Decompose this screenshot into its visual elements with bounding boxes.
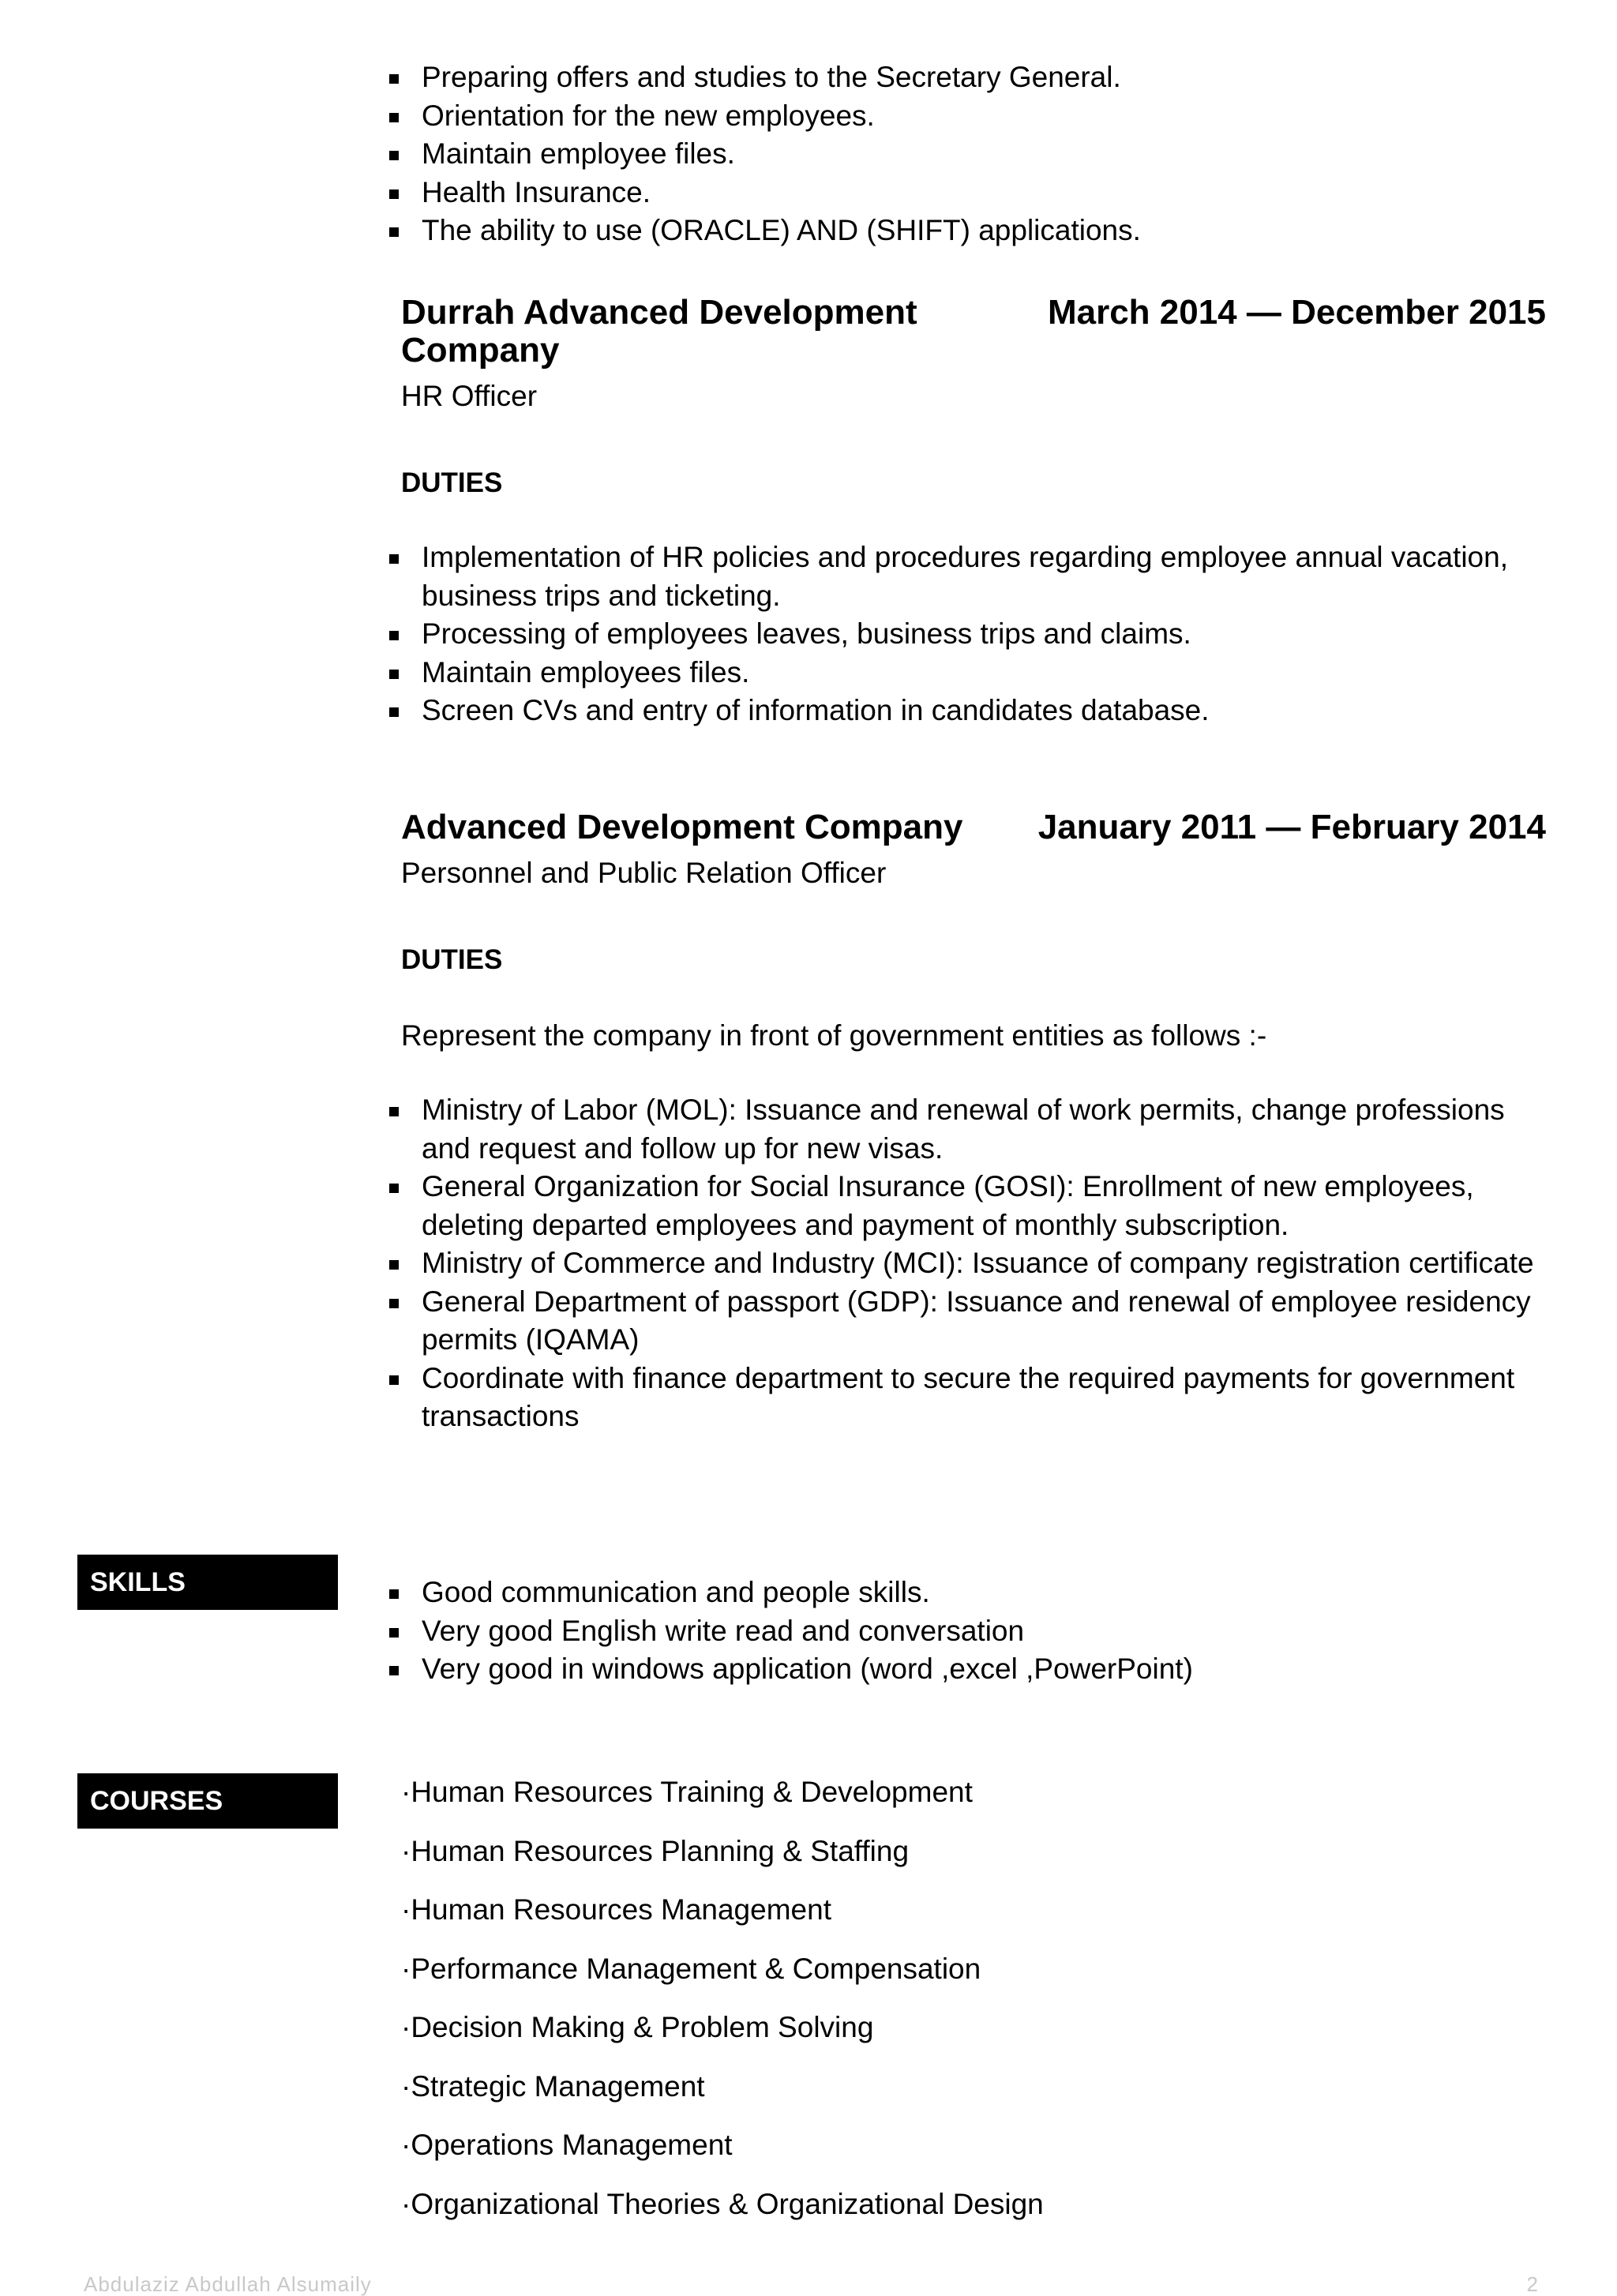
square-bullet-icon [389, 1299, 399, 1308]
list-item: Maintain employee files. [401, 135, 1546, 174]
duties-heading: DUTIES [401, 467, 503, 498]
list-item: Maintain employees files. [401, 654, 1546, 692]
duties-intro: Represent the company in front of government entities as follows :- [401, 1019, 1267, 1052]
job-header-advanced-development [401, 808, 1546, 848]
square-bullet-icon [389, 1666, 399, 1675]
company-name: Durrah Advanced Development Company [401, 293, 917, 370]
durrah-duties-list [401, 538, 1546, 730]
square-bullet-icon [389, 1260, 399, 1270]
list-item: ·Operations Management [401, 2129, 733, 2161]
list-item: Good communication and people skills. [401, 1574, 1546, 1612]
square-bullet-icon [389, 227, 399, 237]
list-item: Very good English write read and conversation [401, 1612, 1546, 1651]
list-item: ·Organizational Theories & Organizational Design [401, 2187, 1044, 2220]
square-bullet-icon [389, 74, 399, 84]
square-bullet-icon [389, 554, 399, 564]
square-bullet-icon [389, 670, 399, 679]
square-bullet-icon [389, 1628, 399, 1638]
advanced-development-duties-list [401, 1091, 1546, 1436]
list-item: Orientation for the new employees. [401, 97, 1546, 136]
square-bullet-icon [389, 631, 399, 640]
list-item: Coordinate with finance department to secure the required payments for government transactions [401, 1360, 1546, 1436]
list-item: Ministry of Labor (MOL): Issuance and renewal of work permits, change professions and request and follow up for new visas. [401, 1091, 1546, 1168]
square-bullet-icon [389, 1107, 399, 1116]
list-item: General Department of passport (GDP): Issuance and renewal of employee residency permits (IQAMA) [401, 1283, 1546, 1360]
list-item: Implementation of HR policies and procedures regarding employee annual vacation, business trips and ticketing. [401, 538, 1546, 615]
list-item: Health Insurance. [401, 174, 1546, 212]
employment-dates: March 2014 — December 2015 [1047, 293, 1546, 332]
square-bullet-icon [389, 1589, 399, 1599]
square-bullet-icon [389, 189, 399, 199]
company-name: Advanced Development Company [401, 808, 963, 846]
list-item: ·Performance Management & Compensation [401, 1952, 981, 1985]
duties-heading: DUTIES [401, 944, 503, 975]
square-bullet-icon [389, 1375, 399, 1385]
footer-author-name: Abdulaziz Abdullah Alsumaily [84, 2272, 372, 2296]
previous-job-duties-list [401, 58, 1546, 250]
list-item: ·Human Resources Planning & Staffing [401, 1834, 910, 1867]
square-bullet-icon [389, 151, 399, 160]
list-item: Screen CVs and entry of information in candidates database. [401, 692, 1546, 730]
list-item: Preparing offers and studies to the Secretary General. [401, 58, 1546, 97]
list-item: The ability to use (ORACLE) AND (SHIFT) applications. [401, 212, 1546, 250]
list-item: ·Decision Making & Problem Solving [401, 2011, 874, 2043]
job-title: Personnel and Public Relation Officer [401, 857, 887, 889]
square-bullet-icon [389, 707, 399, 717]
footer-page-number: 2 [1526, 2272, 1538, 2296]
list-item: Ministry of Commerce and Industry (MCI): Issuance of company registration certificate [401, 1244, 1546, 1283]
square-bullet-icon [389, 1184, 399, 1193]
courses-list [401, 1763, 1044, 2234]
square-bullet-icon [389, 113, 399, 122]
list-item: General Organization for Social Insurance (GOSI): Enrollment of new employees, deleting departed employees and payment of monthly subscription. [401, 1168, 1546, 1244]
employment-dates: January 2011 — February 2014 [1037, 808, 1546, 846]
list-item: ·Strategic Management [401, 2069, 705, 2103]
courses-section-label: COURSES [77, 1773, 338, 1829]
list-item: Processing of employees leaves, business trips and claims. [401, 615, 1546, 654]
list-item: ·Human Resources Management [401, 1893, 831, 1926]
skills-list [401, 1574, 1546, 1689]
job-title: HR Officer [401, 380, 538, 412]
list-item: ·Human Resources Training & Development [401, 1776, 973, 1808]
list-item: Very good in windows application (word ,excel ,PowerPoint) [401, 1650, 1546, 1689]
job-header-durrah [401, 294, 1546, 373]
skills-section-label: SKILLS [77, 1555, 338, 1610]
